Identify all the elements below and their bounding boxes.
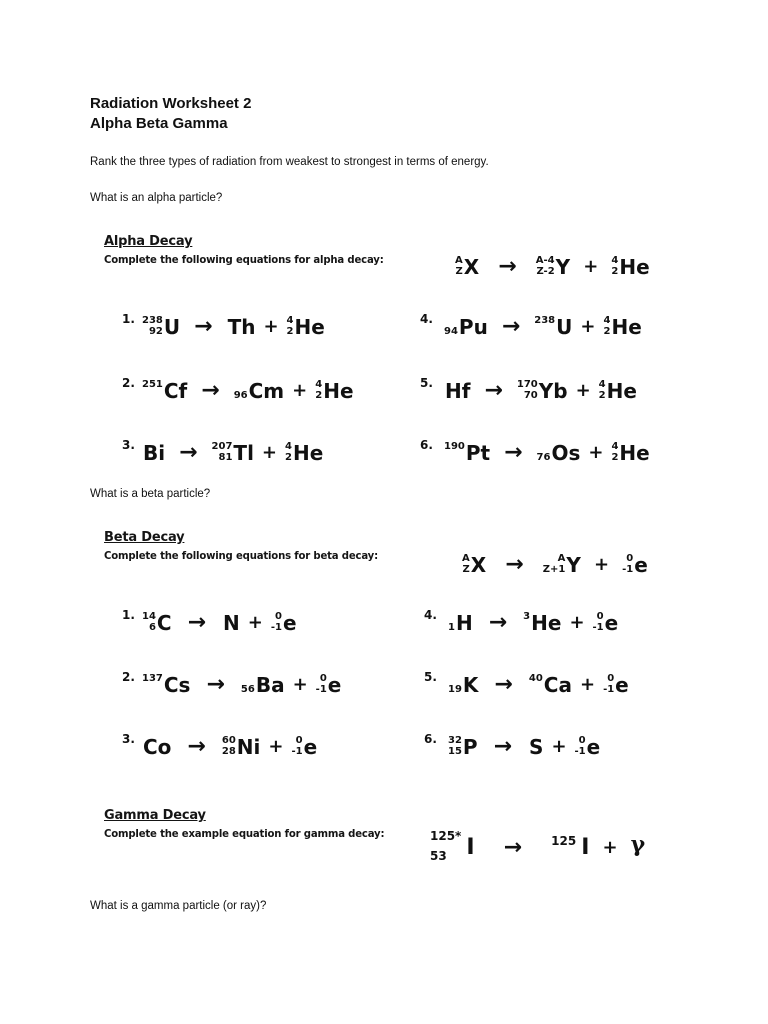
nuclide: A Z+1 Y	[542, 552, 581, 577]
equation-number: 1.	[122, 608, 135, 622]
nuclide: A Z X	[462, 552, 487, 577]
gamma-equation	[430, 830, 645, 864]
alpha-equation-3	[124, 440, 323, 465]
nuclide: 190 Pt	[444, 440, 491, 465]
nuclide: 14 6 C	[142, 610, 172, 635]
nuclide: 251 Cf	[142, 378, 188, 403]
nuclide: 125* 53 I	[430, 829, 475, 863]
nuclide: A Z X	[455, 254, 480, 279]
plus-sign: +	[583, 256, 599, 277]
nuclide: 4 2 He	[598, 378, 637, 403]
plus-sign: +	[247, 612, 263, 633]
nuclide: A-4 Z-2 Y	[535, 254, 571, 279]
plus-sign: +	[292, 674, 308, 695]
nuclide: 4 2 He	[603, 314, 642, 339]
plus-sign: +	[569, 612, 585, 633]
alpha-equation-4	[420, 314, 642, 339]
nuclide: 0 -1 e	[574, 734, 601, 759]
nuclide: 4 2 He	[611, 440, 650, 465]
arrow-icon: →	[503, 834, 523, 860]
equation-number: 1.	[122, 312, 135, 326]
alpha-decay-title: Alpha Decay	[104, 234, 193, 249]
equation-number: 6.	[420, 438, 433, 452]
alpha-equation-1	[124, 314, 325, 339]
arrow-icon: →	[201, 378, 220, 403]
nuclide: 60 28 Ni	[221, 734, 261, 759]
plus-sign: +	[579, 674, 596, 695]
equation-number: 4.	[420, 312, 433, 326]
plus-sign: +	[551, 736, 567, 757]
arrow-icon: →	[498, 254, 517, 279]
equation-number: 5.	[420, 376, 433, 390]
gamma-symbol: γ	[630, 831, 646, 858]
nuclide: Hf	[445, 378, 471, 403]
equation-number: 3.	[122, 732, 135, 746]
nuclide: 4 2 He	[285, 440, 324, 465]
arrow-icon: →	[206, 672, 225, 697]
beta-equation-1	[124, 610, 297, 635]
question-gamma: What is a gamma particle (or ray)?	[90, 900, 267, 912]
nuclide: 76 Os	[536, 440, 581, 465]
nuclide: Co	[143, 734, 172, 759]
plus-sign: +	[602, 836, 618, 858]
plus-sign: +	[268, 736, 284, 757]
nuclide: N	[223, 610, 240, 635]
plus-sign: +	[575, 380, 591, 401]
nuclide: 238 92 U	[142, 314, 181, 339]
question-rank: Rank the three types of radiation from weakest to strongest in terms of energy.	[90, 156, 489, 168]
nuclide: 56 Ba	[240, 672, 285, 697]
nuclide: 0 -1 e	[592, 610, 619, 635]
arrow-icon: →	[187, 734, 206, 759]
nuclide: 4 2 He	[315, 378, 354, 403]
alpha-equation-6	[420, 440, 650, 465]
nuclide: Bi	[143, 440, 166, 465]
gamma-decay-section	[104, 808, 409, 840]
arrow-icon: →	[494, 672, 513, 697]
arrow-icon: →	[194, 314, 213, 339]
nuclide: 125 I	[551, 833, 590, 860]
equation-number: 2.	[122, 670, 135, 684]
beta-equation-3	[124, 734, 317, 759]
equation-number: 4.	[424, 608, 437, 622]
beta-equation-6	[424, 734, 600, 759]
equation-number: 6.	[424, 732, 437, 746]
plus-sign: +	[588, 442, 604, 463]
beta-decay-title: Beta Decay	[104, 530, 185, 545]
arrow-icon: →	[488, 610, 508, 635]
equation-number: 3.	[122, 438, 135, 452]
beta-equation-4	[424, 610, 618, 635]
plus-sign: +	[292, 380, 308, 401]
nuclide: 32 15 P	[448, 734, 478, 759]
nuclide: 0 -1 e	[603, 672, 629, 697]
gamma-decay-title: Gamma Decay	[104, 808, 206, 823]
arrow-icon: →	[505, 552, 524, 577]
arrow-icon: →	[504, 440, 523, 465]
plus-sign: +	[263, 316, 279, 337]
equation-number: 2.	[122, 376, 135, 390]
nuclide: 0 -1 e	[291, 734, 318, 759]
nuclide: 19 K	[448, 672, 479, 697]
title-line-2: Alpha Beta Gamma	[90, 115, 228, 132]
nuclide: 4 2 He	[286, 314, 325, 339]
nuclide: 40 Ca	[528, 672, 572, 697]
alpha-general-equation	[455, 254, 650, 279]
equation-number: 5.	[424, 670, 437, 684]
nuclide: 0 -1 e	[622, 552, 648, 577]
nuclide: 238 U	[534, 314, 573, 339]
beta-decay-section	[104, 530, 402, 562]
nuclide: 94 Pu	[444, 314, 488, 339]
beta-general-equation	[462, 552, 648, 577]
gamma-decay-instruction: Complete the example equation for gamma decay:	[104, 827, 385, 840]
arrow-icon: →	[179, 440, 198, 465]
alpha-equation-2	[124, 378, 354, 403]
nuclide: 96 Cm	[233, 378, 285, 403]
nuclide: 137 Cs	[142, 672, 191, 697]
arrow-icon: →	[484, 378, 503, 403]
alpha-decay-section	[104, 234, 408, 266]
plus-sign: +	[580, 316, 596, 337]
beta-equation-2	[124, 672, 341, 697]
arrow-icon: →	[501, 314, 521, 339]
question-alpha: What is an alpha particle?	[90, 192, 223, 204]
title-line-1: Radiation Worksheet 2	[90, 95, 252, 112]
worksheet-title	[90, 94, 251, 134]
plus-sign: +	[593, 554, 610, 575]
beta-equation-5	[424, 672, 629, 697]
nuclide: 1 H	[448, 610, 473, 635]
nuclide: 3 He	[523, 610, 562, 635]
nuclide: Th	[227, 314, 256, 339]
plus-sign: +	[261, 442, 278, 463]
nuclide: 170 70 Yb	[516, 378, 568, 403]
nuclide: 0 -1 e	[315, 672, 342, 697]
arrow-icon: →	[493, 734, 513, 759]
alpha-decay-instruction: Complete the following equations for alpha decay:	[104, 253, 384, 266]
beta-decay-instruction: Complete the following equations for beta decay:	[104, 549, 378, 562]
nuclide: 0 -1 e	[270, 610, 297, 635]
question-beta: What is a beta particle?	[90, 488, 211, 500]
nuclide: 4 2 He	[611, 254, 650, 279]
nuclide: 207 81 Tl	[211, 440, 254, 465]
nuclide: S	[529, 734, 544, 759]
alpha-equation-5	[420, 378, 637, 403]
arrow-icon: →	[187, 610, 207, 635]
